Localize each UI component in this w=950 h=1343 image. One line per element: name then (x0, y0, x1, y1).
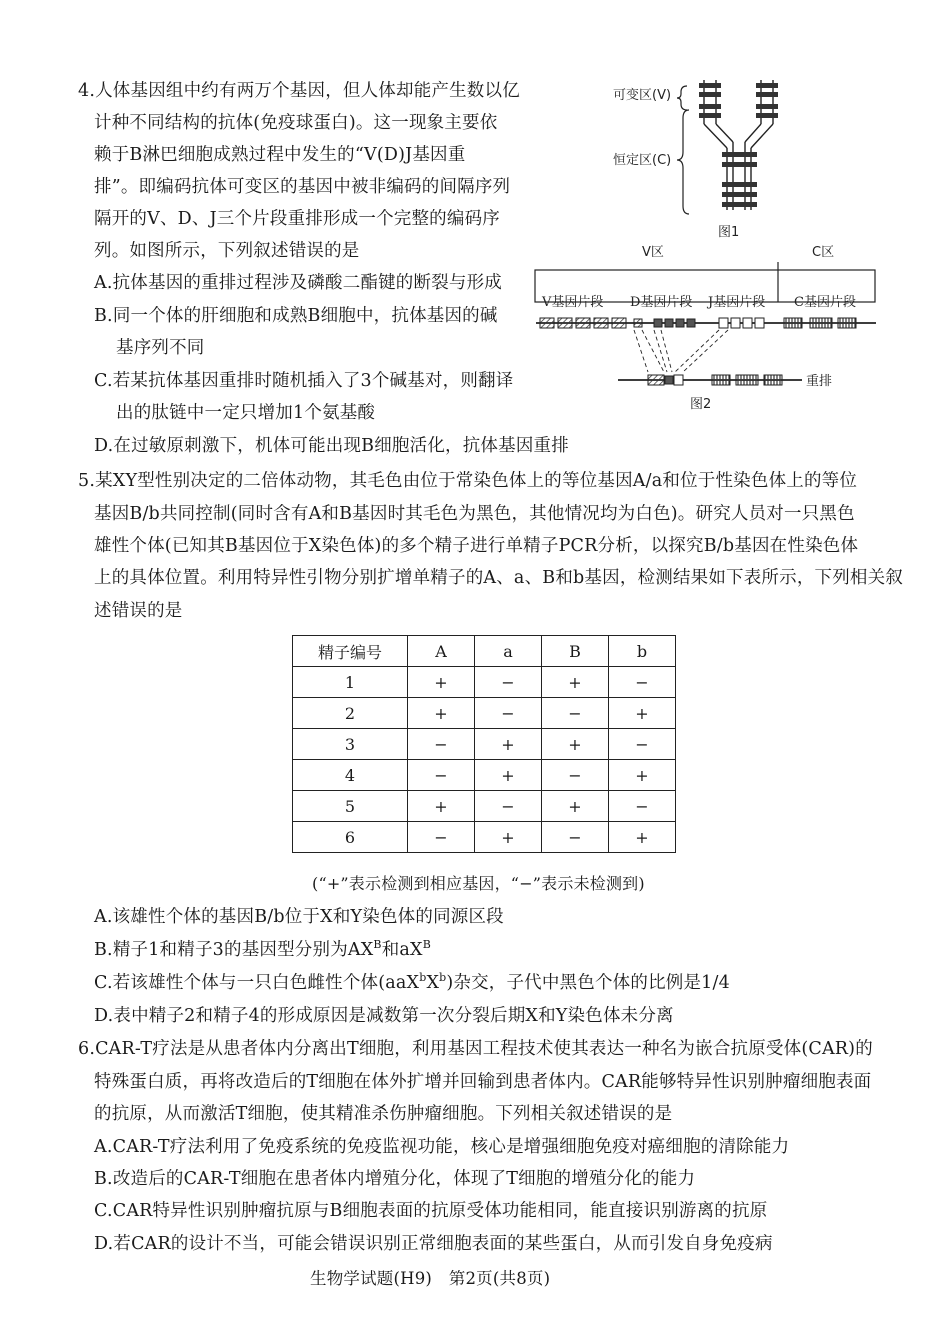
table-row (293, 698, 676, 729)
table-row (293, 667, 676, 698)
table-cell: + (475, 729, 542, 760)
table-header: b (609, 636, 676, 667)
table-cell: − (475, 698, 542, 729)
q4-stem-line: 赖于B淋巴细胞成熟过程中发生的“V(D)J基因重 (94, 145, 466, 165)
table-cell: + (542, 667, 609, 698)
q5-option-a[interactable]: A.该雄性个体的基因B/b位于X和Y染色体的同源区段 (94, 907, 504, 927)
q6-option-b[interactable]: B.改造后的CAR-T细胞在患者体内增殖分化，体现了T细胞的增殖分化的能力 (94, 1169, 696, 1189)
table-cell: + (609, 822, 676, 853)
q5-stem-line: 雄性个体(已知其B基因位于X染色体)的多个精子进行单精子PCR分析，以探究B/b基因在性染色体 (94, 536, 859, 556)
q4-option-a[interactable]: A.抗体基因的重排过程涉及磷酸二酯键的断裂与形成 (94, 273, 502, 293)
antibody-figure-1 (605, 70, 820, 250)
table-cell: 6 (293, 822, 408, 853)
table-cell: 4 (293, 760, 408, 791)
q5-option-b[interactable]: B.精子1和精子3的基因型分别为$AX^B$和$aX^B$ (94, 938, 431, 960)
table-cell: − (542, 760, 609, 791)
table-cell: + (408, 667, 475, 698)
table-cell: + (475, 760, 542, 791)
j-segment-label: J基因片段 (708, 295, 766, 310)
d-segment-label: D基因片段 (630, 295, 693, 310)
q4-option-b[interactable]: B.同一个体的肝细胞和成熟B细胞中，抗体基因的碱 (94, 306, 498, 326)
q5-stem-line: 5.某XY型性别决定的二倍体动物，其毛色由位于常染色体上的等位基因A/a和位于性染色体上的等位 (78, 471, 858, 491)
table-cell: 5 (293, 791, 408, 822)
table-cell: − (542, 698, 609, 729)
q4-option-b-cont: 基序列不同 (116, 338, 205, 358)
table-cell: + (609, 760, 676, 791)
q4-option-c-cont: 出的肽链中一定只增加1个氨基酸 (116, 403, 376, 423)
figure-1-caption: 图1 (718, 225, 740, 240)
c-region-label: C区 (812, 245, 835, 260)
table-cell: + (542, 729, 609, 760)
table-cell: 2 (293, 698, 408, 729)
q4-option-d[interactable]: D.在过敏原刺激下，机体可能出现B细胞活化，抗体基因重排 (94, 436, 569, 456)
q4-stem-line: 4.人体基因组中约有两万个基因，但人体却能产生数以亿 (78, 81, 520, 101)
table-note: (“+”表示检测到相应基因，“−”表示未检测到) (312, 874, 645, 893)
table-cell: − (408, 729, 475, 760)
q6-option-c[interactable]: C.CAR特异性识别肿瘤抗原与B细胞表面的抗原受体功能相同，能直接识别游离的抗原 (94, 1201, 768, 1221)
rearranged-label: 重排 (806, 374, 833, 389)
table-header-row (293, 636, 676, 667)
variable-region-label: 可变区(V) (613, 88, 672, 103)
constant-region-label: 恒定区(C) (613, 153, 672, 168)
table-row (293, 729, 676, 760)
table-row (293, 822, 676, 853)
table-cell: − (475, 667, 542, 698)
table-cell: − (609, 791, 676, 822)
table-header: a (475, 636, 542, 667)
q5-option-d[interactable]: D.表中精子2和精子4的形成原因是减数第一次分裂后期X和Y染色体未分离 (94, 1006, 674, 1026)
v-segment-label: V基因片段 (542, 295, 604, 310)
q6-option-d[interactable]: D.若CAR的设计不当，可能会错误识别正常细胞表面的某些蛋白，从而引发自身免疫病 (94, 1234, 773, 1254)
table-cell: − (408, 822, 475, 853)
q4-stem-line: 计种不同结构的抗体(免疫球蛋白)。这一现象主要依 (94, 113, 498, 133)
table-cell: 3 (293, 729, 408, 760)
q5-stem-line: 上的具体位置。利用特异性引物分别扩增单精子的A、a、B和b基因，检测结果如下表所示，下列相关叙 (94, 568, 904, 588)
table-header: A (408, 636, 475, 667)
figure-2-caption: 图2 (690, 397, 712, 412)
table-cell: + (542, 791, 609, 822)
vdj-figure-2 (530, 242, 885, 417)
q4-stem-line: 排”。即编码抗体可变区的基因中被非编码的间隔序列 (94, 177, 511, 197)
table-cell: − (609, 667, 676, 698)
table-cell: + (408, 698, 475, 729)
q6-stem-line: 6.CAR-T疗法是从患者体内分离出T细胞，利用基因工程技术使其表达一种名为嵌合抗原受体(CAR)的 (78, 1039, 873, 1059)
q5-option-c[interactable]: C.若该雄性个体与一只白色雌性个体$(aaX^bX^b)$杂交，子代中黑色个体的比例是1/4 (94, 971, 730, 993)
table-cell: 1 (293, 667, 408, 698)
q6-stem-line: 特殊蛋白质，再将改造后的T细胞在体外扩增并回输到患者体内。CAR能够特异性识别肿瘤细胞表面 (94, 1072, 872, 1092)
q4-stem-line: 隔开的V、D、J三个片段重排形成一个完整的编码序 (94, 209, 500, 229)
table-cell: + (475, 822, 542, 853)
page-footer: 生物学试题(H9) 第2页(共8页) (310, 1269, 551, 1288)
table-cell: − (408, 760, 475, 791)
q4-option-c[interactable]: C.若某抗体基因重排时随机插入了3个碱基对，则翻译 (94, 371, 514, 391)
q6-stem-line: 的抗原，从而激活T细胞，使其精准杀伤肿瘤细胞。下列相关叙述错误的是 (94, 1104, 673, 1124)
table-row (293, 760, 676, 791)
table-cell: − (475, 791, 542, 822)
sperm-pcr-table (292, 635, 676, 853)
q6-option-a[interactable]: A.CAR-T疗法利用了免疫系统的免疫监视功能，核心是增强细胞免疫对癌细胞的清除能力 (94, 1137, 790, 1157)
table-row (293, 791, 676, 822)
table-header: 精子编号 (293, 636, 408, 667)
c-segment-label: C基因片段 (794, 295, 856, 310)
q5-stem-line: 基因B/b共同控制(同时含有A和B基因时其毛色为黑色，其他情况均为白色)。研究人员对一只黑色 (94, 504, 855, 524)
v-region-label: V区 (642, 245, 664, 260)
q5-stem-line: 述错误的是 (94, 601, 183, 621)
table-cell: − (609, 729, 676, 760)
table-cell: + (408, 791, 475, 822)
q4-stem-line: 列。如图所示，下列叙述错误的是 (94, 241, 360, 261)
table-cell: + (609, 698, 676, 729)
table-header: B (542, 636, 609, 667)
table-cell: − (542, 822, 609, 853)
